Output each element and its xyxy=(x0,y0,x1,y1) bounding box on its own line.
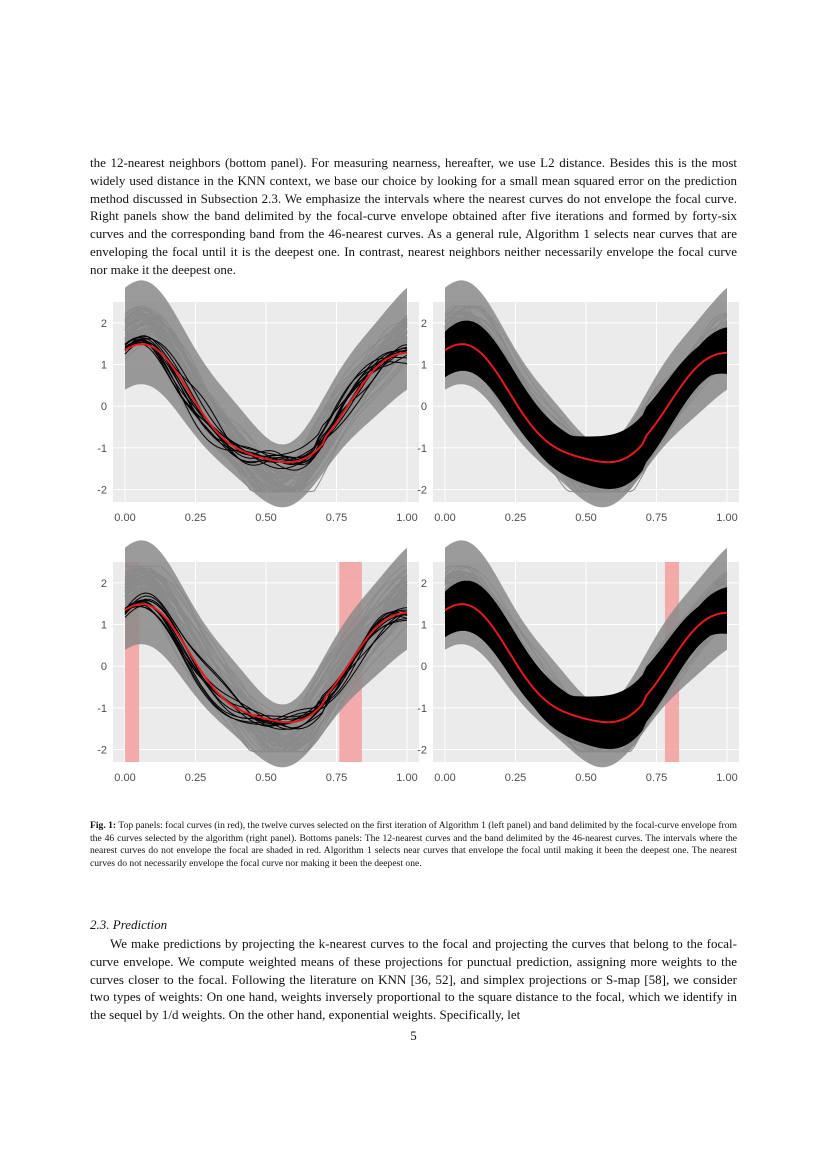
y-tick-label: 1 xyxy=(420,359,427,372)
paragraph-top: the 12-nearest neighbors (bottom panel). For measuring nearness, hereafter, we use L2 distance. Besides this is the most widely used distance in the KNN context, we base our choice by looking for a small mean squared error on the prediction method discussed in Subsection 2.3. We emphasize the intervals where the nearest curves do not envelope the focal curve. Right panels show the band delimited by the focal-curve envelope obtained after five iterations and formed by forty-six curves and the corresponding band from the 46-nearest curves. As a general rule, Algorithm 1 selects near curves that are enveloping the focal until it is the deepest one. In contrast, nearest neighbors neither necessarily envelope the focal curve nor make it the deepest one. xyxy=(90,155,737,277)
x-tick-label: 0.00 xyxy=(434,772,456,784)
caption-text: Top panels: focal curves (in red), the twelve curves selected on the first iteration of Algorithm 1 (left panel) and band delimited by the focal-curve envelope from the 46 curves selected by the algorithm (right panel). Bottoms panels: The 12-nearest curves and the band delimited by the 46-nearest curves. The intervals where the nearest curves do not envelope the focal are shaded in red. Algorithm 1 selects near curves that envelope the focal until making it been the deepest one. The nearest curves do not necessarily envelope the focal curve nor making it been the deepest one. xyxy=(90,820,737,869)
panel-top-left xyxy=(97,280,419,524)
y-tick-label: -1 xyxy=(97,442,107,455)
x-tick-label: 0.00 xyxy=(114,772,136,784)
y-tick-label: -2 xyxy=(417,744,427,757)
x-tick-label: 0.00 xyxy=(114,512,136,524)
y-tick-label: 0 xyxy=(420,661,427,674)
figure-panels xyxy=(95,296,738,798)
y-tick-label: -2 xyxy=(417,484,427,497)
section-heading: 2.3. Prediction xyxy=(90,917,168,932)
y-tick-label: 2 xyxy=(100,317,107,330)
y-tick-label: 2 xyxy=(100,577,107,590)
y-tick-label: 0 xyxy=(420,401,427,414)
x-tick-label: 0.00 xyxy=(434,512,456,524)
y-tick-label: -2 xyxy=(97,484,107,497)
figure-1 xyxy=(95,296,738,798)
y-tick-label: 1 xyxy=(100,619,107,632)
panel-bottom-right xyxy=(417,540,739,784)
y-tick-label: -1 xyxy=(417,702,427,715)
y-tick-label: 2 xyxy=(420,577,427,590)
x-tick-label: 0.75 xyxy=(645,512,668,524)
y-tick-label: 1 xyxy=(100,359,107,372)
panel-bottom-left xyxy=(97,540,419,784)
page-number: 5 xyxy=(410,1028,417,1043)
paragraph-bottom: We make predictions by projecting the k-nearest curves to the focal and projecting the curves that belong to the focal-curve envelope. We compute weighted means of these projections for punctual prediction, assigning more weights to the curves closer to the focal. Following the literature on KNN [36, 52], and simplex projections or S-map [58], we consider two types of weights: On one hand, weights inversely proportional to the square distance to the focal, which we identify in the sequel by 1/d weights. On the other hand, exponential weights. Specifically, let xyxy=(90,936,737,1023)
x-tick-label: 0.50 xyxy=(255,512,277,524)
x-tick-label: 0.25 xyxy=(184,772,207,784)
x-tick-label: 0.25 xyxy=(504,512,527,524)
x-tick-label: 0.75 xyxy=(325,772,348,784)
y-tick-label: -2 xyxy=(97,744,107,757)
y-tick-label: 2 xyxy=(420,317,427,330)
y-tick-label: 0 xyxy=(100,661,107,674)
x-tick-label: 0.50 xyxy=(255,772,277,784)
y-tick-label: -1 xyxy=(97,702,107,715)
x-tick-label: 0.50 xyxy=(575,512,597,524)
y-tick-label: 1 xyxy=(420,619,427,632)
x-tick-label: 0.50 xyxy=(575,772,597,784)
y-tick-label: 0 xyxy=(100,401,107,414)
x-tick-label: 0.25 xyxy=(504,772,527,784)
figure-caption xyxy=(90,820,737,870)
panel-top-right xyxy=(417,280,739,524)
caption-label: Fig. 1: xyxy=(90,820,117,831)
x-tick-label: 1.00 xyxy=(396,512,418,524)
x-tick-label: 0.75 xyxy=(325,512,348,524)
y-tick-label: -1 xyxy=(417,442,427,455)
x-tick-label: 0.25 xyxy=(184,512,207,524)
x-tick-label: 0.75 xyxy=(645,772,668,784)
x-tick-label: 1.00 xyxy=(396,772,418,784)
x-tick-label: 1.00 xyxy=(716,772,738,784)
x-tick-label: 1.00 xyxy=(716,512,738,524)
